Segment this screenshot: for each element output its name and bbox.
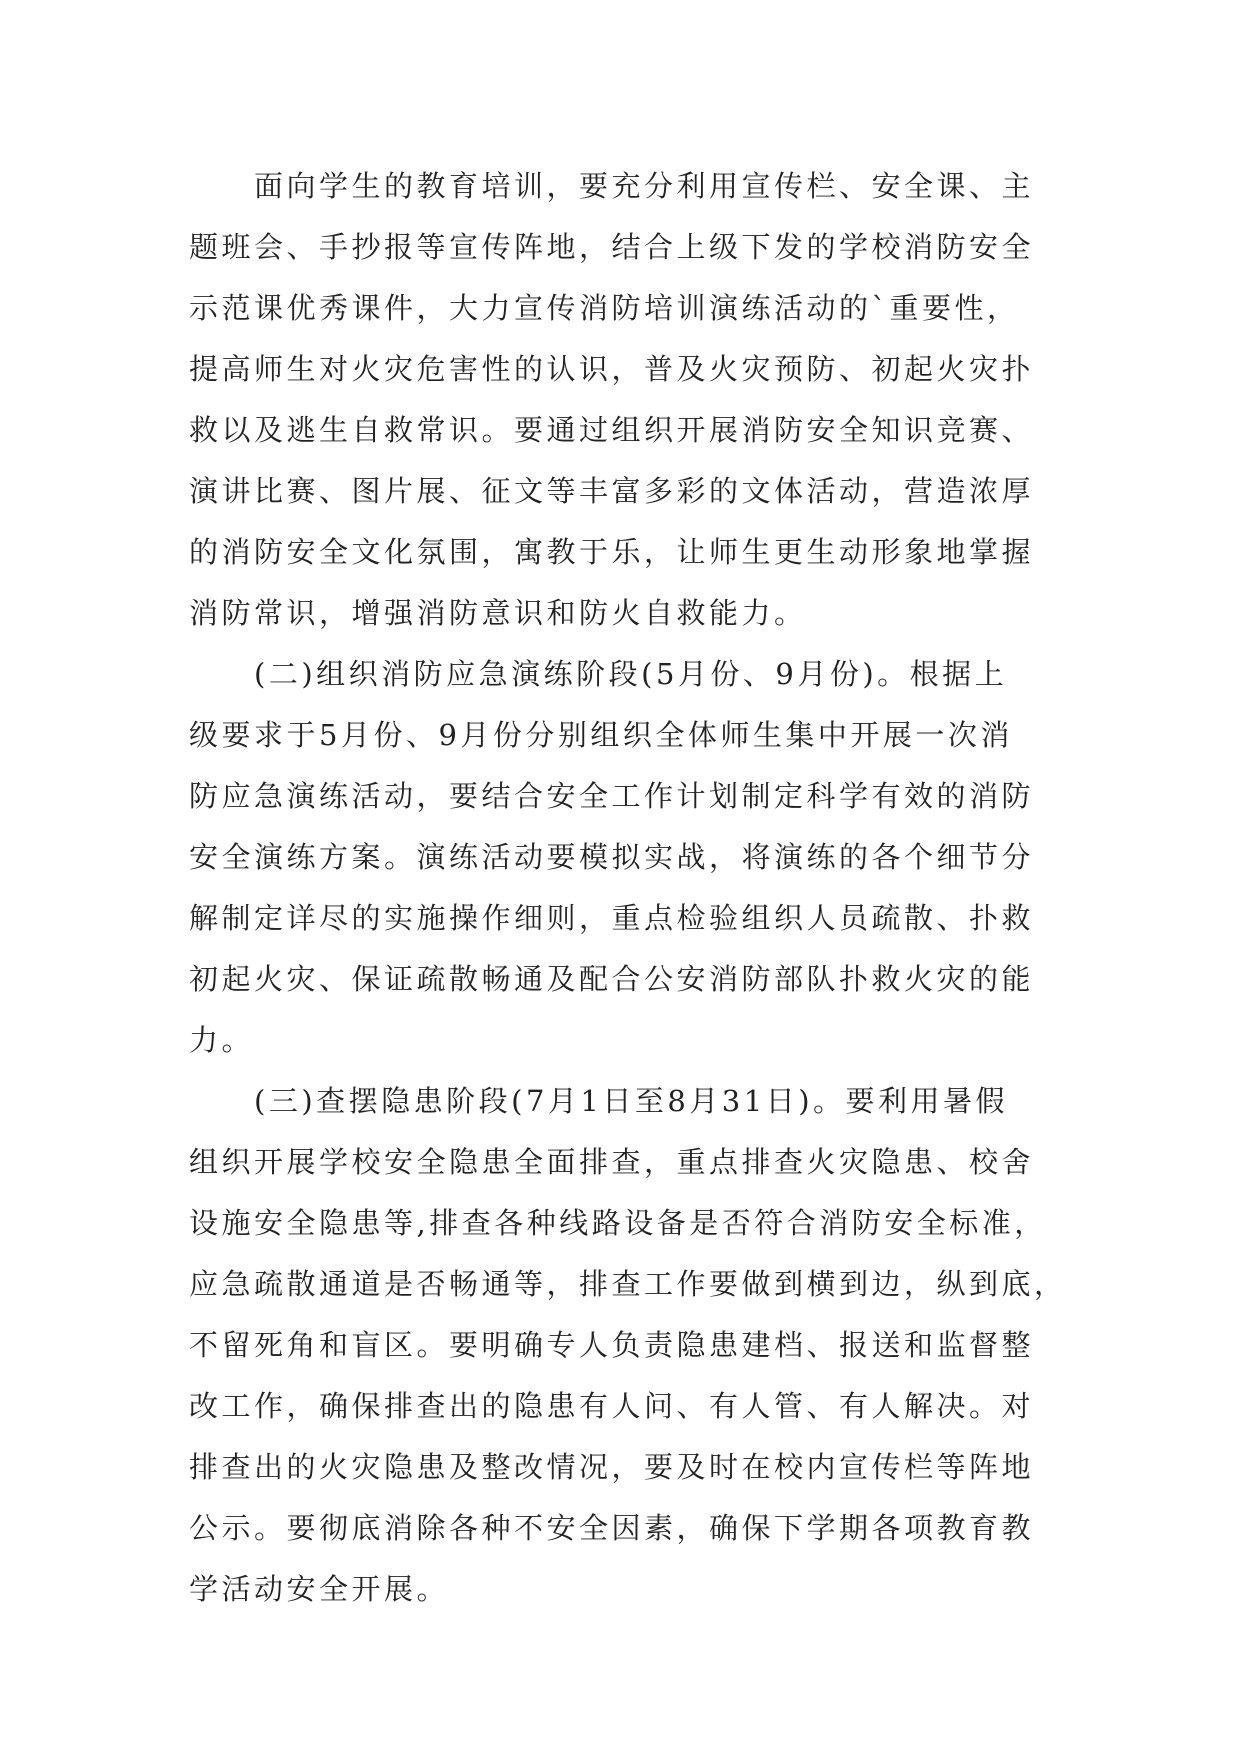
text-line: 消防常识，增强消防意识和防火自救能力。 (189, 596, 807, 630)
text-line: 面向学生的教育培训，要充分利用宣传栏、安全课、主 (189, 169, 1035, 203)
text-line: 示范课优秀课件，大力宣传消防培训演练活动的`重要性， (189, 291, 1020, 325)
text-line: 级要求于5月份、9月份分别组织全体师生集中开展一次消 (189, 718, 1013, 752)
text-line: 排查出的火灾隐患及整改情况，要及时在校内宣传栏等阵地 (189, 1450, 1035, 1484)
text-line: 不留死角和盲区。要明确专人负责隐患建档、报送和监督整 (189, 1328, 1035, 1362)
text-line: 初起火灾、保证疏散畅通及配合公安消防部队扑救火灾的能 (189, 962, 1035, 996)
text-line: 组织开展学校安全隐患全面排查，重点排查火灾隐患、校舍 (189, 1145, 1035, 1179)
text-line: 应急疏散通道是否畅通等，排查工作要做到横到边，纵到底， (189, 1267, 1067, 1301)
text-line: 学活动安全开展。 (189, 1572, 450, 1606)
text-line: (三)查摆隐患阶段(7月1日至8月31日)。要利用暑假 (189, 1084, 1009, 1118)
text-line: 防应急演练活动，要结合安全工作计划制定科学有效的消防 (189, 779, 1035, 813)
text-line: 安全演练方案。演练活动要模拟实战，将演练的各个细节分 (189, 840, 1035, 874)
text-line: 救以及逃生自救常识。要通过组织开展消防安全知识竞赛、 (189, 413, 1035, 447)
text-line: (二)组织消防应急演练阶段(5月份、9月份)。根据上 (189, 657, 1008, 691)
text-line: 题班会、手抄报等宣传阵地，结合上级下发的学校消防安全 (189, 230, 1035, 264)
text-line: 改工作，确保排查出的隐患有人问、有人管、有人解决。对 (189, 1389, 1035, 1423)
text-line: 的消防安全文化氛围，寓教于乐，让师生更生动形象地掌握 (189, 535, 1035, 569)
text-line: 设施安全隐患等,排查各种线路设备是否符合消防安全标准， (189, 1206, 1047, 1240)
text-line: 公示。要彻底消除各种不安全因素，确保下学期各项教育教 (189, 1511, 1035, 1545)
text-line: 提高师生对火灾危害性的认识，普及火灾预防、初起火灾扑 (189, 352, 1035, 386)
text-line: 力。 (189, 1023, 255, 1057)
paragraph-emergency-drill (189, 644, 1069, 1071)
body-text (189, 156, 1069, 1620)
paragraph-students-training (189, 156, 1069, 644)
paragraph-hazard-inspection (189, 1071, 1069, 1620)
text-line: 演讲比赛、图片展、征文等丰富多彩的文体活动，营造浓厚 (189, 474, 1035, 508)
text-line: 解制定详尽的实施操作细则，重点检验组织人员疏散、扑救 (189, 901, 1035, 935)
